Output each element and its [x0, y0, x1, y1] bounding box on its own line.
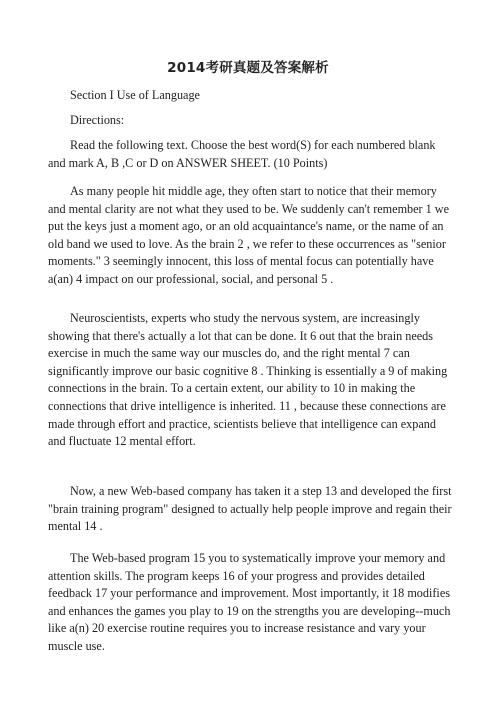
- paragraph-1: [48, 183, 452, 289]
- paragraph-instructions: [48, 137, 452, 172]
- paragraph-text: The Web-based program 15 you to systematically improve your memory and attention skills. The program keeps 16 of your progress and provides detailed feedback 17 your performance and improvement. Most importantly, it 18 modifies and enhances the games you play to 19 on the strengths you are developing--much like a(n) 20 exercise routine requires you to increase resistance and vary your muscle use.: [48, 551, 451, 653]
- paragraph-4: [48, 550, 452, 656]
- paragraph-text: Read the following text. Choose the best word(S) for each numbered blank and mark A, B ,C or D on ANSWER SHEET. (10 Points): [48, 138, 436, 170]
- paragraph-3: [48, 483, 452, 536]
- paragraph-2: [48, 310, 452, 451]
- paragraph-text: Now, a new Web-based company has taken it a step 13 and developed the first "brain training program" designed to actually help people improve and regain their mental 14 .: [48, 484, 452, 534]
- paragraph-text: Neuroscientists, experts who study the nervous system, are increasingly showing that there's actually a lot that can be done. It 6 out that the brain needs exercise in much the same way our muscles do, and the right mental 7 can significantly improve our basic cognitive 8 . Thinking is essentially a 9 of making connections in the brain. To a certain extent, our ability to 10 in making the connections that drive intelligence is inherited. 11 , because these connections are made through effort and practice, scientists believe that intelligence can expand and fluctuate 12 mental effort.: [48, 311, 448, 449]
- paragraph-text: As many people hit middle age, they often start to notice that their memory and mental clarity are not what they used to be. We suddenly can't remember 1 we put the keys just a moment ago, or an old acquaintance's name, or the name of an old band we used to love. As the brain 2 , we refer to these occurrences as "senior moments." 3 seemingly innocent, this loss of mental focus can potentially have a(an) 4 impact on our professional, social, and personal 5 .: [48, 184, 450, 286]
- document-title: 2014考研真题及答案解析: [167, 60, 329, 76]
- section-heading: Section I Use of Language: [70, 88, 200, 102]
- directions-label: Directions:: [70, 113, 125, 127]
